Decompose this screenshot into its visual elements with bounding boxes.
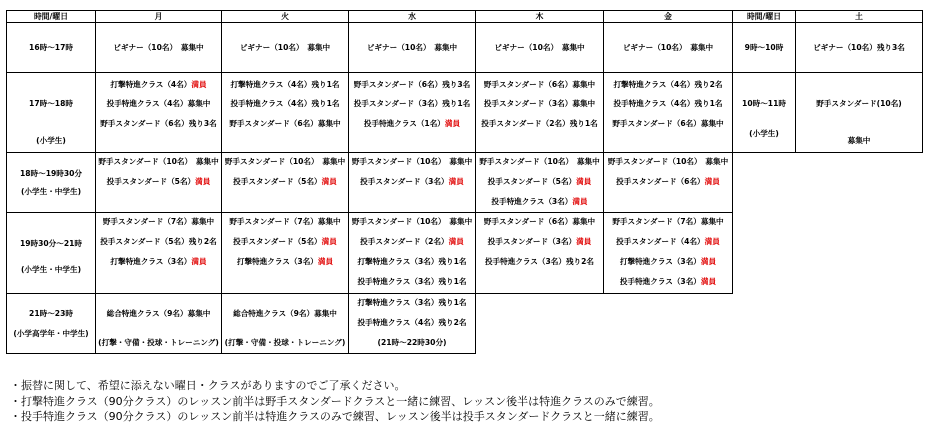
- class-name: 打撃特進クラス（4名）残り2名: [613, 80, 723, 89]
- class-entry: [604, 258, 732, 266]
- time-slot-grade: (小学生): [749, 129, 779, 138]
- wednesday-r3: [348, 152, 476, 213]
- thursday-r4: [475, 212, 604, 294]
- class-name: 打撃特進クラス（4名）: [110, 80, 192, 89]
- class-name: 野手スタンダード（10名） 募集中: [351, 217, 473, 226]
- full-status-badge: 満員: [576, 177, 592, 186]
- class-name: 募集中: [847, 136, 871, 145]
- class-entry: [222, 158, 348, 166]
- class-name: 野手スタンダード（6名）残り3名: [100, 119, 217, 128]
- tuesday-r1: [221, 22, 349, 73]
- class-entry: [604, 120, 732, 128]
- class-entry: [796, 137, 922, 145]
- class-entry: [96, 100, 221, 108]
- class-name: 野手スタンダード（6名）募集中: [483, 80, 596, 89]
- note-line: ・振替に関して、希望に添えない曜日・クラスがありますのでご了承ください。: [10, 379, 406, 392]
- class-entry: [222, 178, 348, 186]
- header-saturday-time: 時間/曜日: [732, 10, 796, 23]
- class-name: 投手特進クラス（3名）: [491, 197, 573, 206]
- class-name: 打撃特進クラス（3名）: [619, 257, 701, 266]
- class-entry: [349, 319, 475, 327]
- class-name: ビギナー（10名） 募集中: [239, 43, 331, 52]
- class-entry: [222, 218, 348, 226]
- class-name: 投手スタンダード（5名）: [106, 177, 196, 186]
- class-name: 投手スタンダード（3名）残り1名: [353, 99, 471, 108]
- class-entry: [476, 81, 603, 89]
- class-name: 投手スタンダード（3名）: [487, 237, 577, 246]
- class-entry: [604, 100, 732, 108]
- time-slot-grade: (小学生): [36, 136, 66, 145]
- class-name: (21時～22時30分): [377, 338, 447, 347]
- full-status-badge: 満員: [700, 257, 717, 266]
- class-name: 野手スタンダード（10名） 募集中: [479, 157, 600, 166]
- class-name: (打撃・守備・投球・トレーニング): [224, 338, 346, 347]
- class-entry: [604, 278, 732, 286]
- class-name: 総合特進クラス（9名）募集中: [106, 309, 211, 318]
- class-name: ビギナー（10名） 募集中: [113, 43, 204, 52]
- class-name: 投手スタンダード（5名）: [233, 237, 322, 246]
- full-status-badge: 満員: [444, 119, 461, 128]
- class-entry: [222, 310, 348, 318]
- time-slot-label: 10時～11時: [742, 99, 786, 108]
- class-entry: [349, 299, 475, 307]
- tuesday-r4: [221, 212, 349, 294]
- class-name: 野手スタンダード（6名）残り3名: [353, 80, 471, 89]
- full-status-badge: 満員: [195, 177, 211, 186]
- tuesday-r5: [221, 293, 349, 354]
- note-line: ・打撃特進クラス（90分クラス）のレッスン前半は野手スタンダードクラスと一緒に練習、レッスン後半は特進クラスのみで練習。: [10, 394, 660, 408]
- class-entry: [349, 339, 475, 347]
- time-slot-grade: (小学生・中学生): [20, 265, 82, 274]
- class-entry: [96, 218, 221, 226]
- class-name: (打撃・守備・投球・トレーニング): [98, 338, 219, 347]
- class-entry: [349, 218, 475, 226]
- friday-r1: [603, 22, 733, 73]
- class-entry: [349, 120, 475, 128]
- class-entry: [604, 238, 732, 246]
- class-name: 投手スタンダード（4名）: [616, 237, 705, 246]
- class-entry: [604, 178, 732, 186]
- header-thursday: 木: [475, 10, 604, 23]
- class-entry: [796, 100, 922, 108]
- class-entry: [96, 258, 221, 266]
- class-name: 投手スタンダード（5名）: [233, 177, 322, 186]
- class-entry: [349, 238, 475, 246]
- time-slot-label: 19時30分～21時: [19, 239, 83, 248]
- saturday-r1: [795, 22, 923, 73]
- class-entry: [604, 218, 732, 226]
- friday-r3: [603, 152, 733, 213]
- class-entry: [222, 81, 348, 89]
- full-status-badge: 満員: [317, 257, 334, 266]
- monday-r1: [95, 22, 222, 73]
- time-slot-grade: (小学生・中学生): [20, 187, 82, 196]
- class-name: 野手スタンダード（10名） 募集中: [224, 157, 346, 166]
- full-status-badge: 満員: [321, 177, 337, 186]
- full-status-badge: 満員: [700, 277, 717, 286]
- thursday-r1: [475, 22, 604, 73]
- note-line: ・投手特進クラス（90分クラス）のレッスン前半は特進クラスのみで練習、レッスン後半は投手スタンダードクラスと一緒に練習。: [10, 410, 660, 423]
- wednesday-r2: [348, 72, 476, 153]
- class-entry: [476, 158, 603, 166]
- class-name: 投手特進クラス（4名）残り1名: [230, 99, 340, 108]
- class-entry: [222, 120, 348, 128]
- class-name: 投手スタンダード（3名）募集中: [483, 99, 596, 108]
- class-entry: [96, 81, 221, 89]
- class-entry: [604, 44, 732, 52]
- header-friday: 金: [603, 10, 733, 23]
- class-entry: [476, 178, 603, 186]
- class-name: ビギナー（10名） 募集中: [622, 43, 714, 52]
- class-entry: [476, 120, 603, 128]
- full-status-badge: 満員: [448, 237, 464, 246]
- class-name: 投手特進クラス（3名）: [619, 277, 701, 286]
- class-entry: [476, 258, 603, 266]
- thursday-r2: [475, 72, 604, 153]
- class-entry: [222, 258, 348, 266]
- class-name: 投手特進クラス（1名）: [363, 119, 445, 128]
- time-slot-21: [6, 293, 96, 354]
- class-name: 野手スタンダード(10名): [816, 99, 902, 108]
- class-name: 投手特進クラス（4名）残り1名: [613, 99, 723, 108]
- class-name: 投手特進クラス（4名）募集中: [106, 99, 211, 108]
- class-name: 投手特進クラス（3名）残り1名: [357, 277, 467, 286]
- class-name: ビギナー（10名） 募集中: [494, 43, 585, 52]
- class-name: 総合特進クラス（9名）募集中: [233, 309, 337, 318]
- class-entry: [604, 81, 732, 89]
- full-status-badge: 満員: [704, 237, 720, 246]
- class-entry: [222, 238, 348, 246]
- saturday-r2: [795, 72, 923, 153]
- time-slot-label: 9時～10時: [744, 43, 784, 52]
- class-name: 野手スタンダード（10名） 募集中: [607, 157, 729, 166]
- wednesday-r4: [348, 212, 476, 294]
- monday-r5: [95, 293, 222, 354]
- class-name: 打撃特進クラス（4名）残り1名: [230, 80, 340, 89]
- class-entry: [96, 158, 221, 166]
- full-status-badge: 満員: [191, 80, 207, 89]
- wednesday-r5: [348, 293, 476, 354]
- class-name: 野手スタンダード（7名）募集中: [229, 217, 341, 226]
- class-name: 野手スタンダード（7名）募集中: [102, 217, 215, 226]
- class-entry: [349, 100, 475, 108]
- class-name: 打撃特進クラス（3名）残り1名: [357, 257, 467, 266]
- class-entry: [96, 120, 221, 128]
- class-name: 投手スタンダード（6名）: [616, 177, 705, 186]
- class-name: 野手スタンダード（6名）募集中: [229, 119, 341, 128]
- time-slot-17: [6, 72, 96, 153]
- tuesday-r2: [221, 72, 349, 153]
- class-entry: [349, 258, 475, 266]
- class-name: 野手スタンダード（7名）募集中: [612, 217, 724, 226]
- class-entry: [349, 44, 475, 52]
- class-entry: [96, 310, 221, 318]
- class-entry: [349, 158, 475, 166]
- class-entry: [476, 238, 603, 246]
- time-slot-1930: [6, 212, 96, 294]
- thursday-r3: [475, 152, 604, 213]
- class-entry: [222, 339, 348, 347]
- wednesday-r1: [348, 22, 476, 73]
- class-entry: [476, 198, 603, 206]
- class-entry: [476, 44, 603, 52]
- time-slot-label: 21時～23時: [29, 309, 73, 318]
- class-name: ビギナー（10名） 募集中: [366, 43, 458, 52]
- time-slot-label: 18時～19時30分: [19, 169, 83, 178]
- class-entry: [604, 158, 732, 166]
- header-tuesday: 火: [221, 10, 349, 23]
- class-name: ビギナー（10名）残り3名: [813, 43, 905, 52]
- monday-r4: [95, 212, 222, 294]
- class-name: 野手スタンダード（6名）募集中: [612, 119, 724, 128]
- friday-r2: [603, 72, 733, 153]
- class-entry: [476, 100, 603, 108]
- time-slot-18: [6, 152, 96, 213]
- time-slot-label: 16時～17時: [29, 43, 73, 52]
- class-entry: [222, 44, 348, 52]
- class-name: 野手スタンダード（10名） 募集中: [351, 157, 473, 166]
- saturday-time-r2: [732, 72, 796, 153]
- class-name: 打撃特進クラス（3名）残り1名: [357, 298, 467, 307]
- class-name: 投手特進クラス（4名）残り2名: [357, 318, 467, 327]
- class-name: 投手スタンダード（3名）: [360, 177, 449, 186]
- full-status-badge: 満員: [321, 237, 337, 246]
- class-name: 打撃特進クラス（3名）: [236, 257, 318, 266]
- class-entry: [96, 44, 221, 52]
- class-entry: [96, 339, 221, 347]
- monday-r2: [95, 72, 222, 153]
- class-name: 投手特進クラス（3名）残り2名: [484, 257, 595, 266]
- class-name: 打撃特進クラス（3名）: [110, 257, 192, 266]
- notes: [10, 378, 660, 425]
- class-entry: [796, 44, 922, 52]
- header-saturday: 土: [795, 10, 923, 23]
- class-name: 野手スタンダード（6名）募集中: [483, 217, 596, 226]
- class-entry: [476, 218, 603, 226]
- class-name: 野手スタンダード（10名） 募集中: [98, 157, 219, 166]
- full-status-badge: 満員: [576, 237, 592, 246]
- monday-r3: [95, 152, 222, 213]
- class-entry: [349, 278, 475, 286]
- header-monday: 月: [95, 10, 222, 23]
- tuesday-r3: [221, 152, 349, 213]
- header-wednesday: 水: [348, 10, 476, 23]
- time-slot-grade: (小学高学年・中学生): [13, 329, 89, 338]
- header-time-day: 時間/曜日: [6, 10, 96, 23]
- full-status-badge: 満員: [448, 177, 464, 186]
- class-entry: [96, 238, 221, 246]
- full-status-badge: 満員: [572, 197, 588, 206]
- time-slot-16: [6, 22, 96, 73]
- time-slot-label: 17時～18時: [29, 99, 73, 108]
- class-entry: [349, 81, 475, 89]
- class-name: 投手スタンダード（5名）: [487, 177, 577, 186]
- class-entry: [222, 100, 348, 108]
- class-entry: [349, 178, 475, 186]
- class-entry: [96, 178, 221, 186]
- friday-r4: [603, 212, 733, 294]
- class-name: 投手スタンダード（5名）残り2名: [100, 237, 217, 246]
- class-name: 投手スタンダード（2名）残り1名: [481, 119, 598, 128]
- full-status-badge: 満員: [191, 257, 207, 266]
- saturday-time-r1: [732, 22, 796, 73]
- class-name: 投手スタンダード（2名）: [360, 237, 449, 246]
- full-status-badge: 満員: [704, 177, 720, 186]
